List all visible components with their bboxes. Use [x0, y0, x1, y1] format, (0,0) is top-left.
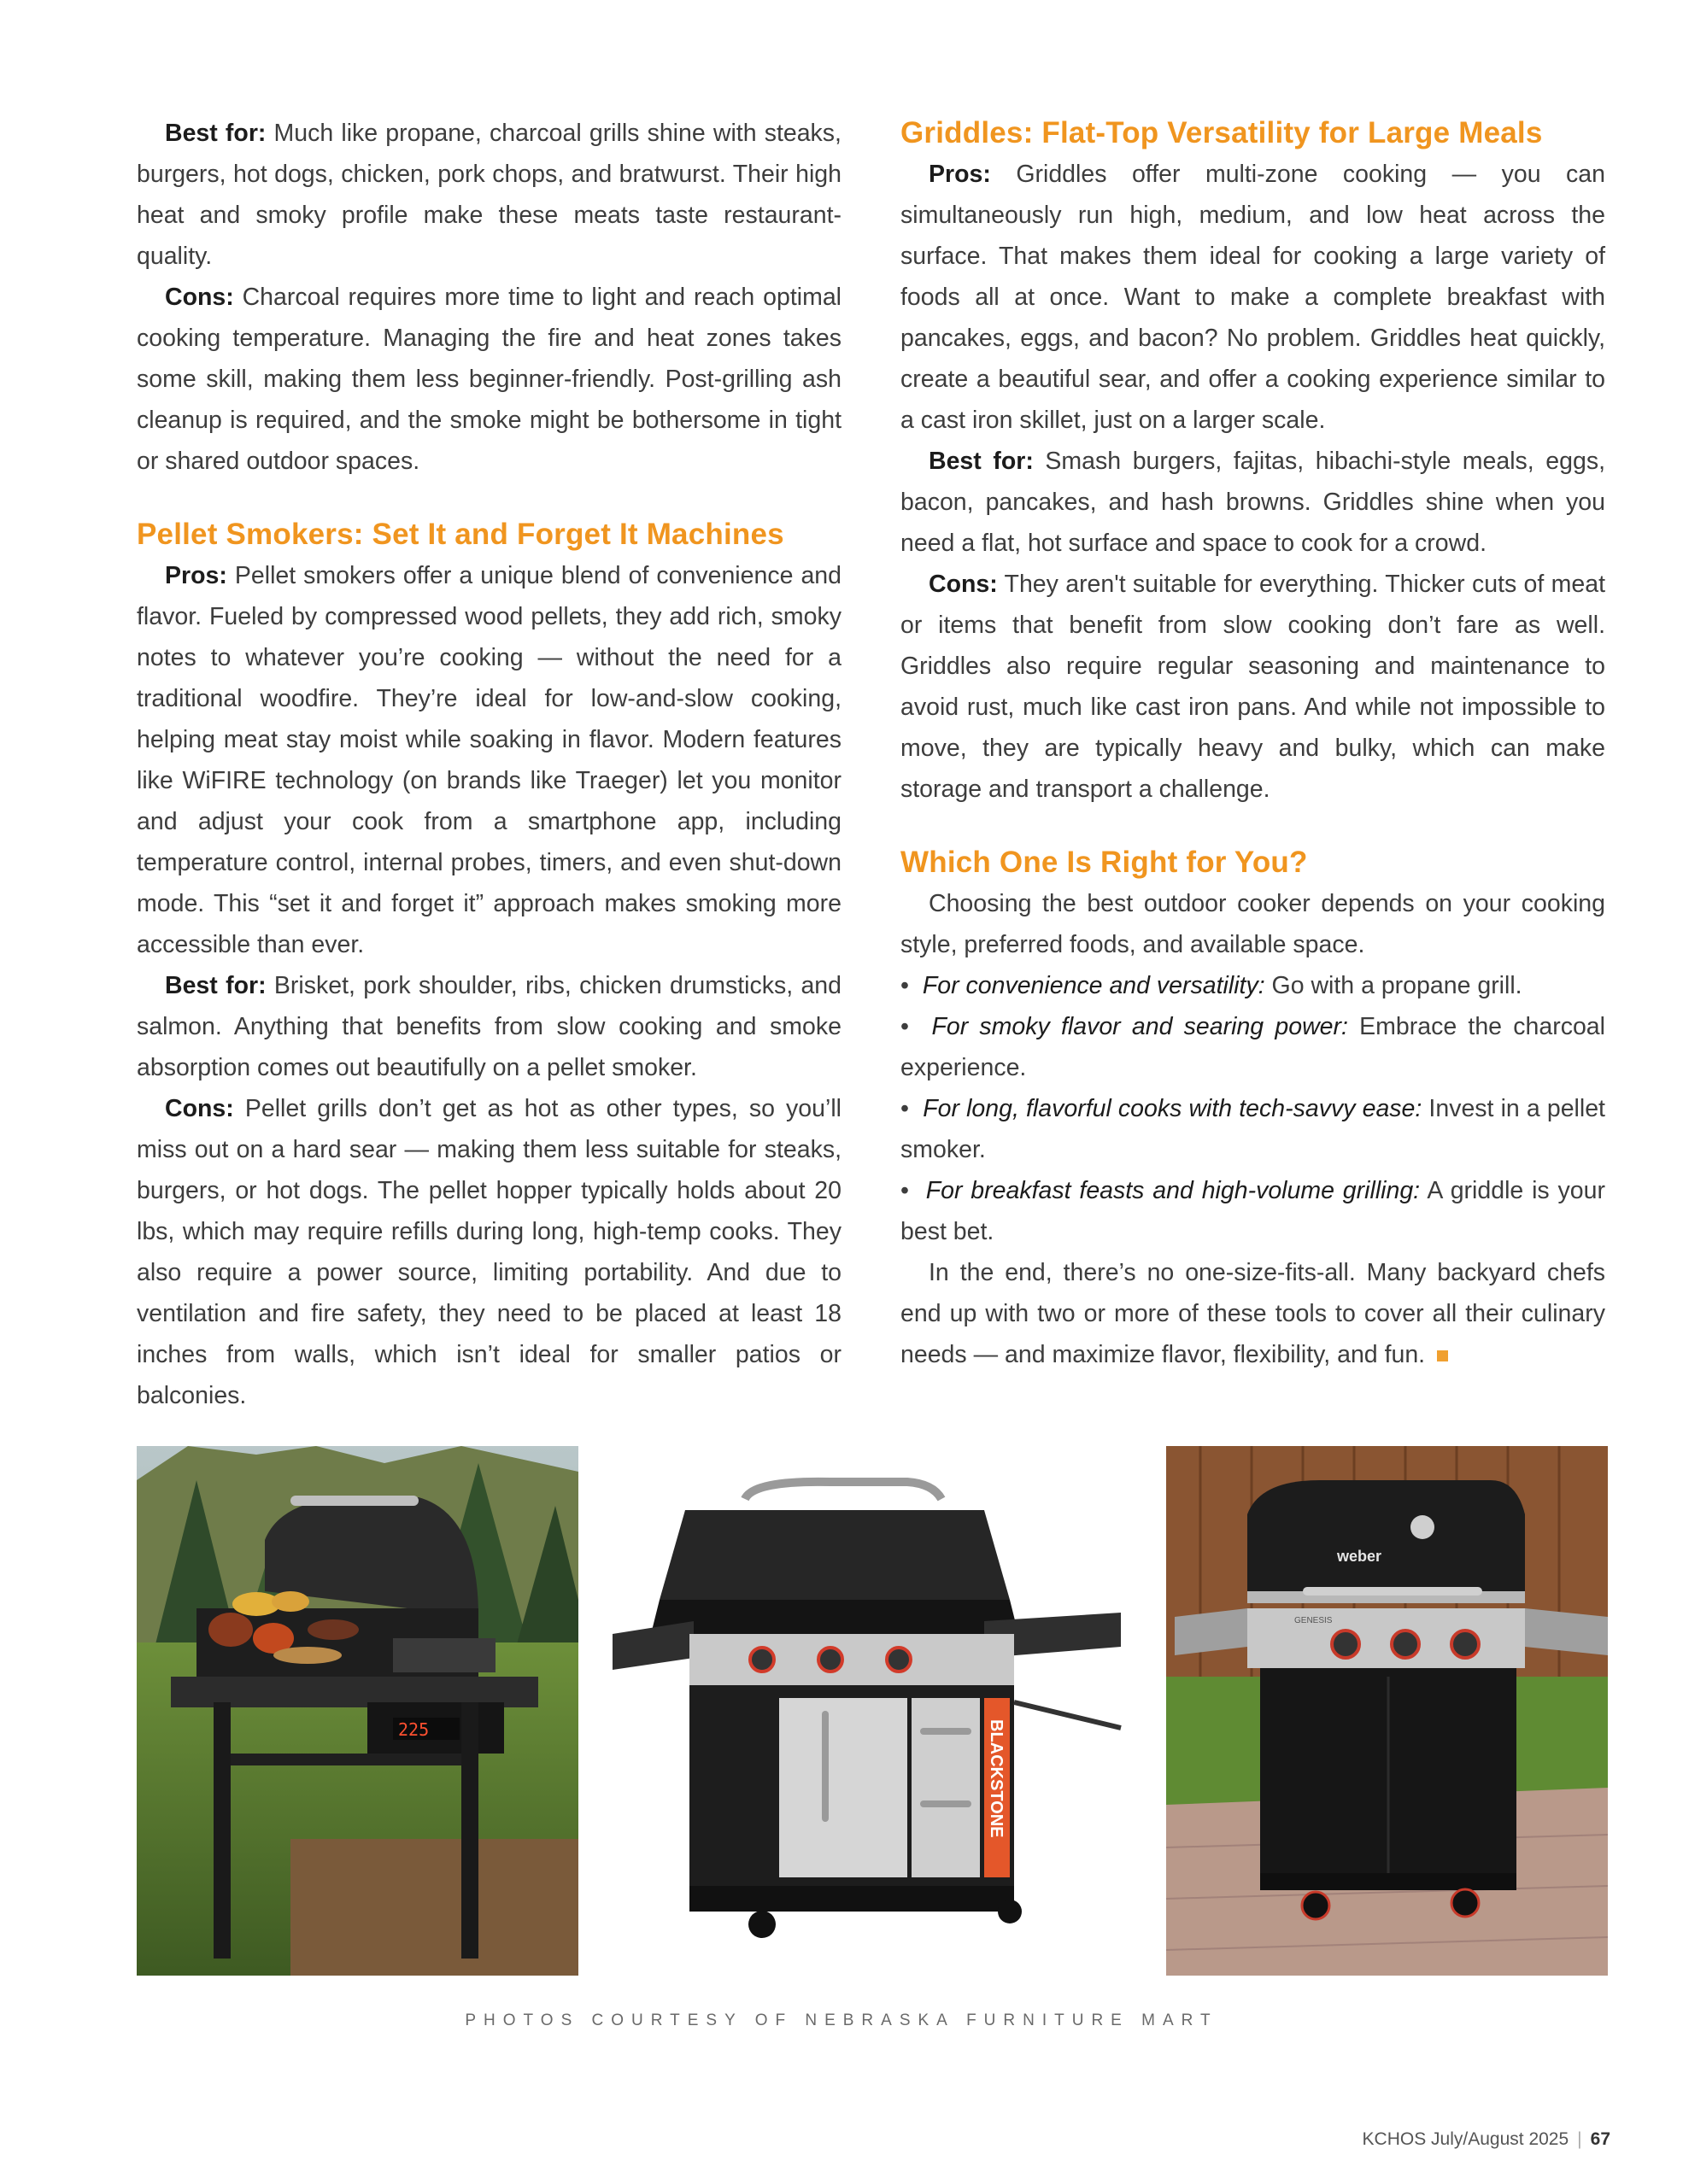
recommendation-lead: For breakfast feasts and high-volume grilling: — [925, 1177, 1421, 1204]
griddle-pros-paragraph — [900, 154, 1605, 441]
cons-label: Cons: — [929, 571, 998, 598]
best-for-label: Best for: — [929, 448, 1034, 475]
which-one-intro: Choosing the best outdoor cooker depends on your cooking style, preferred foods, and available space. — [900, 890, 1605, 958]
publication-name: KCHOS — [1362, 2129, 1427, 2149]
paragraph-text: Griddles offer multi-zone cooking — you can simultaneously run high, medium, and low heat across the surface. That makes them ideal for cooking a large variety of foods all at once. Want to make a complete breakfast with pancakes, eggs, and bacon? No problem. Griddles heat quickly, create a beautiful sear, and offer a cooking experience similar to a cast iron skillet, just on a larger scale. — [900, 161, 1605, 434]
list-item — [900, 1006, 1605, 1088]
pellet-smoker-photo — [137, 1446, 578, 1976]
right-column — [900, 113, 1605, 1375]
page-number: 67 — [1590, 2129, 1610, 2149]
section-spacer — [900, 810, 1605, 842]
grill-brand-label: weber — [1337, 1548, 1382, 1565]
best-for-label: Best for: — [165, 972, 267, 999]
griddle-photo — [608, 1446, 1131, 1976]
paragraph-text: Smash burgers, fajitas, hibachi-style meals, eggs, bacon, pancakes, and hash browns. Griddles shine when you need a flat, hot surface and space to cook for a crowd. — [900, 448, 1605, 557]
griddles-heading: Griddles: Flat-Top Versatility for Large Meals — [900, 116, 1543, 149]
paragraph-text: Pellet smokers offer a unique blend of convenience and flavor. Fueled by compressed wood pellets, they add rich, smoky notes to whatever you’re cooking — without the need for a traditional woodfire. They’re ideal for low-and-slow cooking, helping meat stay moist while soaking in flavor. Modern features like WiFIRE technology (on brands like Traeger) let you monitor and adjust your cook from a smartphone app, including temperature control, internal probes, timers, and even shut-down mode. This “set it and forget it” approach makes smoking more accessible than ever. — [137, 562, 842, 958]
griddle-brand-label: BLACKSTONE — [987, 1719, 1006, 1838]
recommendation-lead: For long, flavorful cooks with tech-savvy ease: — [923, 1095, 1422, 1122]
list-item — [900, 1170, 1605, 1252]
griddle-cons-paragraph — [900, 564, 1605, 810]
smoker-temperature-readout: 225 — [398, 1719, 430, 1740]
grill-model-label: GENESIS — [1294, 1616, 1333, 1625]
recommendation-text: Go with a propane grill. — [1264, 972, 1522, 999]
page-footer — [1363, 2129, 1610, 2150]
pellet-pros-paragraph — [137, 555, 842, 965]
recommendation-text: A griddle is your best bet. — [900, 1177, 1605, 1245]
recommendation-text: Invest in a pellet smoker. — [900, 1095, 1605, 1163]
recommendation-list — [900, 965, 1605, 1252]
list-item — [900, 1088, 1605, 1170]
griddle-best-for-paragraph — [900, 441, 1605, 564]
section-spacer — [137, 482, 842, 514]
pellet-smoker-illustration — [137, 1446, 578, 1976]
photo-credit: PHOTOS COURTESY OF NEBRASKA FURNITURE MART — [465, 2011, 1218, 2029]
bullet-mark: • — [900, 972, 909, 999]
pellet-best-for-paragraph — [137, 965, 842, 1088]
paragraph-text: Charcoal requires more time to light and reach optimal cooking temperature. Managing the fire and heat zones takes some skill, making them less beginner-friendly. Post-grilling ash cleanup is required, and the smoke might be bothersome in tight or shared outdoor spaces. — [137, 284, 842, 475]
end-of-article-mark — [1437, 1350, 1448, 1361]
which-one-heading: Which One Is Right for You? — [900, 846, 1308, 879]
recommendation-lead: For smoky flavor and searing power: — [931, 1013, 1348, 1040]
best-for-label: Best for: — [165, 120, 267, 147]
paragraph-text: Pellet grills don’t get as hot as other types, so you’ll miss out on a hard sear — making them less suitable for steaks, burgers, or hot dogs. The pellet hopper typically holds about 20 lbs, which may require refills during long, high-temp cooks. They also require a power source, limiting portability. And due to ventilation and fire safety, they need to be placed at least 18 inches from walls, which isn’t ideal for smaller patios or balconies. — [137, 1095, 842, 1409]
charcoal-best-for-paragraph — [137, 113, 842, 277]
paragraph-text: Much like propane, charcoal grills shine with steaks, burgers, hot dogs, chicken, pork chops, and bratwurst. Their high heat and smoky profile make these meats taste restaurant-quality. — [137, 120, 842, 270]
propane-grill-photo — [1166, 1446, 1608, 1976]
issue-date: July/August 2025 — [1426, 2129, 1569, 2149]
paragraph-text: Brisket, pork shoulder, ribs, chicken drumsticks, and salmon. Anything that benefits from slow cooking and smoke absorption comes out beautifully on a pellet smoker. — [137, 972, 842, 1081]
griddle-illustration — [608, 1446, 1131, 1976]
cons-label: Cons: — [165, 1095, 234, 1122]
recommendation-text: Embrace the charcoal experience. — [900, 1013, 1605, 1081]
paragraph-text: In the end, there’s no one-size-fits-all. Many backyard chefs end up with two or more of these tools to cover all their culinary needs — and maximize flavor, flexibility, and fun. — [900, 1259, 1605, 1368]
pellet-smokers-heading: Pellet Smokers: Set It and Forget It Machines — [137, 518, 784, 551]
bullet-mark: • — [900, 1095, 909, 1122]
bullet-mark: • — [900, 1013, 909, 1040]
bullet-mark: • — [900, 1177, 909, 1204]
charcoal-cons-paragraph — [137, 277, 842, 482]
left-column — [137, 113, 842, 1416]
list-item — [900, 965, 1605, 1006]
recommendation-lead: For convenience and versatility: — [922, 972, 1265, 999]
pros-label: Pros: — [929, 161, 991, 188]
closing-paragraph — [900, 1252, 1605, 1375]
cons-label: Cons: — [165, 284, 234, 311]
pros-label: Pros: — [165, 562, 227, 589]
propane-grill-illustration — [1166, 1446, 1608, 1976]
footer-separator: | — [1577, 2129, 1582, 2149]
paragraph-text: They aren't suitable for everything. Thicker cuts of meat or items that benefit from slow cooking don’t fare as well. Griddles also require regular seasoning and maintenance to avoid rust, much like cast iron pans. And while not impossible to move, they are typically heavy and bulky, which can make storage and transport a challenge. — [900, 571, 1605, 803]
pellet-cons-paragraph — [137, 1088, 842, 1416]
